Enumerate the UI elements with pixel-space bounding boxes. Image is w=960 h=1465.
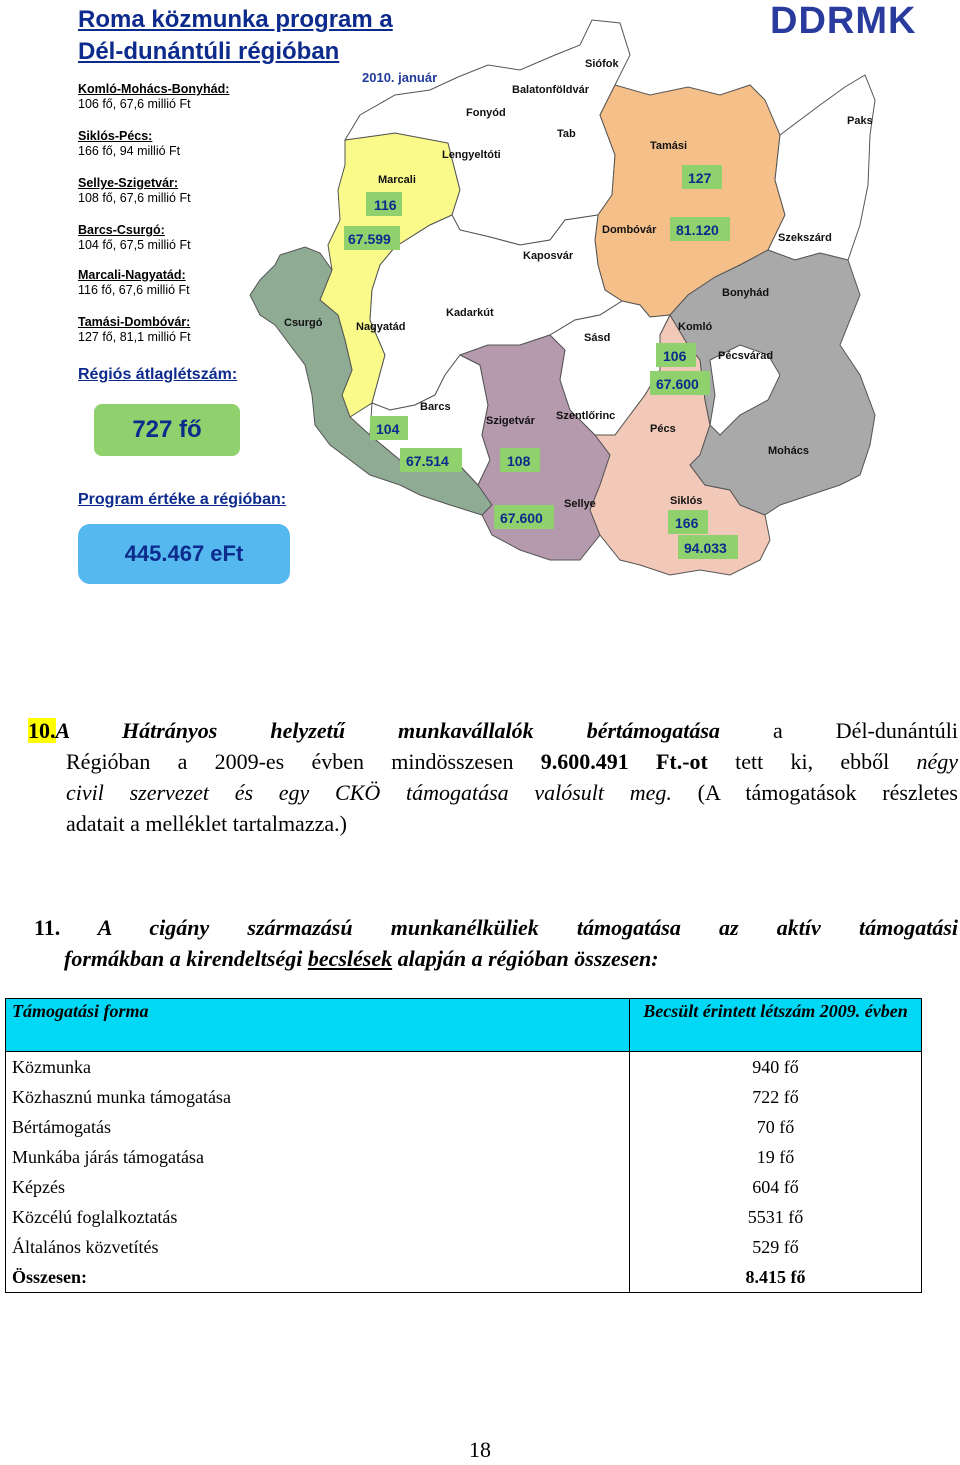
map-label-mohacs: Mohács [768, 445, 809, 457]
legend-heading: Siklós-Pécs: [78, 129, 153, 143]
table-total-label: Összesen: [6, 1262, 630, 1293]
map-label-paks: Paks [847, 115, 873, 127]
regional-average-label: Régiós átlaglétszám: [78, 366, 238, 383]
map-label-lengyeltoti: Lengyeltóti [442, 149, 501, 161]
map-label-pecs: Pécs [650, 423, 676, 435]
map-label-barcs: Barcs [420, 401, 451, 413]
legend-heading: Komló-Mohács-Bonyhád: [78, 82, 230, 96]
map-label-tab: Tab [557, 128, 576, 140]
support-forms-table [5, 998, 922, 1293]
map-label-marcali: Marcali [378, 174, 416, 186]
table-cell-count: 70 fő [630, 1112, 922, 1142]
section-11-line1 [28, 912, 958, 943]
map-label-pecsvarad: Pécsvárad [718, 350, 774, 362]
map-label-tamasi: Tamási [650, 140, 688, 152]
section-11-heading: formákban a kirendeltségi [64, 946, 303, 971]
table-cell-form: Képzés [6, 1172, 630, 1202]
ddrmk-logo: DDRMK [770, 0, 917, 42]
table-cell-count: 722 fő [630, 1082, 922, 1112]
map-label-nagyatad: Nagyatád [356, 321, 406, 333]
map-label-siofok: Siófok [585, 58, 619, 70]
badge-szigetvar-headcount: 108 [507, 453, 531, 469]
section-11 [28, 912, 958, 974]
map-label-kaposvar: Kaposvár [523, 250, 574, 262]
table-cell-count: 529 fő [630, 1232, 922, 1262]
table-total-row [6, 1262, 922, 1293]
infographic-title-line1: Roma közmunka program a [78, 6, 393, 33]
map-label-szentlorinc: Szentlőrinc [556, 410, 616, 422]
infographic-title-line2: Dél-dunántúli régióban [78, 38, 340, 65]
map-label-sellye: Sellye [564, 498, 596, 510]
section-10-italic: civil szervezet és egy CKÖ támogatása valósult meg. [66, 780, 672, 805]
map-label-siklos: Siklós [670, 495, 703, 507]
table-row [6, 1142, 922, 1172]
table-cell-count: 5531 fő [630, 1202, 922, 1232]
table-row [6, 1112, 922, 1142]
section-11-number: 11. [34, 915, 61, 940]
section-10 [28, 715, 958, 839]
section-10-line2 [66, 746, 958, 777]
section-10-body [28, 746, 958, 839]
map-label-komlo: Komló [678, 321, 713, 333]
badge-szigetvar-value: 67.600 [500, 510, 543, 526]
table-header-form: Támogatási forma [6, 999, 630, 1052]
map-label-balatonfoldvar: Balatonföldvár [512, 84, 590, 96]
program-value-box: 445.467 eFt [78, 524, 290, 584]
section-11-line2 [28, 943, 958, 974]
section-10-text: Régióban a 2009-es évben mindösszesen [66, 749, 514, 774]
badge-siklos-headcount: 166 [675, 515, 699, 531]
map-label-fonyod: Fonyód [466, 107, 506, 119]
legend-heading: Sellye-Szigetvár: [78, 176, 179, 190]
map-label-dombovar: Dombóvár [602, 224, 657, 236]
table-cell-count: 940 fő [630, 1052, 922, 1083]
regional-average-box: 727 fő [94, 404, 240, 456]
section-10-text: tett ki, ebből [735, 749, 890, 774]
badge-tamasi-value: 81.120 [676, 222, 719, 238]
table-cell-form: Bértámogatás [6, 1112, 630, 1142]
section-10-title: A Hátrányos helyzetű munkavállalók bértámogatása [55, 718, 720, 743]
section-10-line1 [28, 715, 958, 746]
table-row [6, 1172, 922, 1202]
section-10-number: 10. [28, 718, 56, 743]
table-cell-form: Közcélú foglalkoztatás [6, 1202, 630, 1232]
legend-heading: Tamási-Dombóvár: [78, 315, 191, 329]
legend-value: 106 fő, 67,6 millió Ft [78, 97, 191, 111]
roma-program-infographic [0, 0, 960, 600]
legend-value: 104 fő, 67,5 millió Ft [78, 238, 191, 252]
table-cell-form: Munkába járás támogatása [6, 1142, 630, 1172]
badge-komlo-headcount: 106 [663, 348, 687, 364]
map-label-szigetvar: Szigetvár [486, 415, 535, 427]
region-map [220, 15, 880, 595]
table-cell-form: Közhasznú munka támogatása [6, 1082, 630, 1112]
section-10-text: (A támogatások részletes [697, 780, 958, 805]
legend-value: 166 fő, 94 millió Ft [78, 144, 181, 158]
map-label-sasd: Sásd [584, 332, 611, 344]
legend-item [78, 82, 229, 112]
badge-marcali-headcount: 116 [374, 197, 397, 213]
legend-value: 116 fő, 67,6 millió Ft [78, 283, 190, 297]
legend-item [78, 268, 190, 298]
page-number: 18 [469, 1437, 491, 1462]
table-row [6, 1082, 922, 1112]
badge-tamasi-headcount: 127 [688, 170, 712, 186]
program-value-label: Program értéke a régióban: [78, 491, 287, 508]
badge-marcali-value: 67.599 [348, 231, 391, 247]
legend-value: 127 fő, 81,1 millió Ft [78, 330, 191, 344]
legend-item [78, 129, 180, 159]
map-label-szekszard: Szekszárd [778, 232, 832, 244]
legend-heading: Marcali-Nagyatád: [78, 268, 186, 282]
table-row [6, 1052, 922, 1083]
section-11-heading: alapján a régióban összesen: [397, 946, 659, 971]
section-11-underlined: becslések [307, 946, 393, 971]
table-row [6, 1202, 922, 1232]
table-total-value: 8.415 fő [630, 1262, 922, 1293]
table-cell-form: Közmunka [6, 1052, 630, 1083]
date-label: 2010. január [362, 70, 438, 85]
badge-barcs-headcount: 104 [376, 421, 400, 437]
map-label-bonyhad: Bonyhád [722, 287, 770, 299]
table-cell-form: Általános közvetítés [6, 1232, 630, 1262]
table-row [6, 1232, 922, 1262]
section-10-line4: adatait a melléklet tartalmazza.) [66, 811, 347, 836]
section-10-line3 [66, 777, 958, 808]
legend-heading: Barcs-Csurgó: [78, 223, 165, 237]
map-label-csurgo: Csurgó [284, 317, 323, 329]
section-10-amount: 9.600.491 Ft.-ot [540, 749, 708, 774]
map-label-kadarkut: Kadarkút [446, 307, 494, 319]
section-10-italic: négy [916, 749, 959, 774]
table-header-row [6, 999, 922, 1052]
table-header-count: Becsült érintett létszám 2009. évben [630, 999, 922, 1052]
badge-siklos-value: 94.033 [684, 540, 727, 556]
legend-item [78, 176, 191, 206]
section-10-text: a Dél-dunántúli [772, 718, 958, 743]
table-cell-count: 19 fő [630, 1142, 922, 1172]
table-cell-count: 604 fő [630, 1172, 922, 1202]
badge-barcs-value: 67.514 [406, 453, 449, 469]
badge-komlo-value: 67.600 [656, 376, 699, 392]
section-11-heading: A cigány származású munkanélküliek támogatása az aktív támogatási [97, 915, 958, 940]
legend-item [78, 315, 191, 345]
legend-item [78, 223, 191, 253]
legend-value: 108 fő, 67,6 millió Ft [78, 191, 191, 205]
